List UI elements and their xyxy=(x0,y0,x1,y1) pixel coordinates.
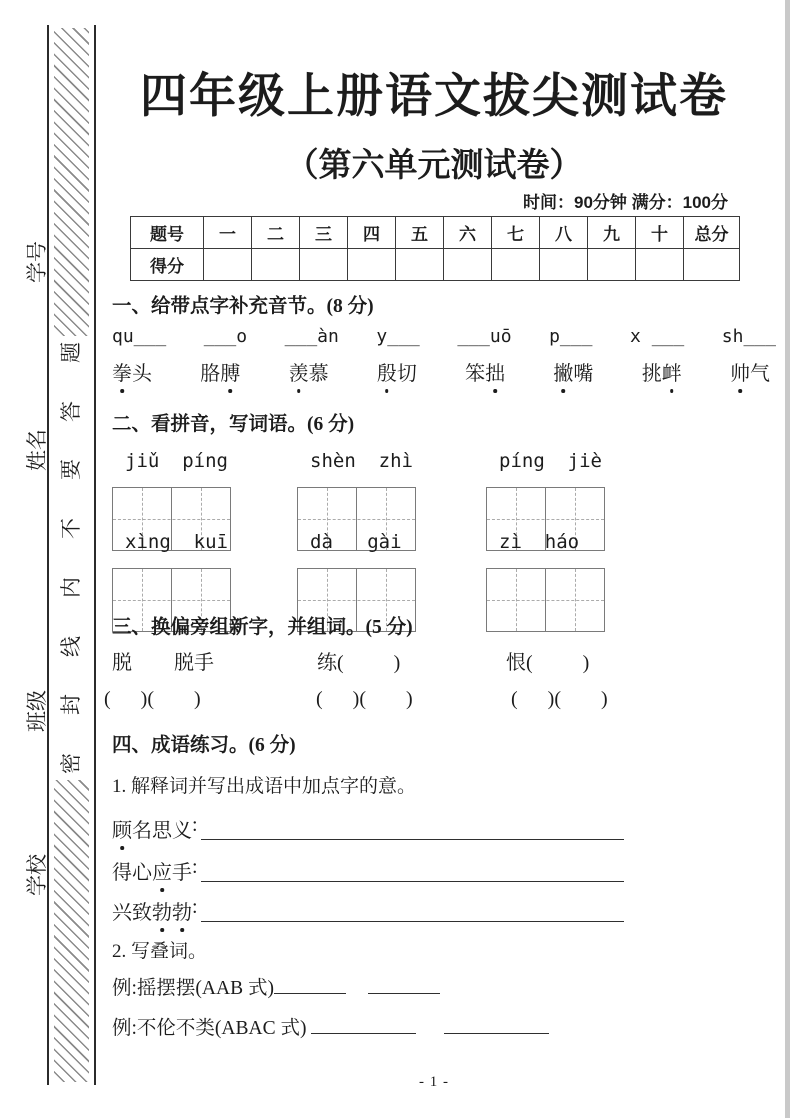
section-1-words xyxy=(112,357,770,386)
word-with-dot xyxy=(730,357,770,386)
dotted-char: 勃 xyxy=(172,896,192,925)
score-cell-empty[interactable] xyxy=(444,249,492,281)
dotted-char: 手 xyxy=(172,862,192,884)
grid-cell[interactable] xyxy=(545,569,604,631)
score-table-header-cell: 总分 xyxy=(684,217,740,249)
page-subtitle: （第六单元测试卷） xyxy=(285,146,583,184)
section-3-heading: 三、换偏旁组新字，并组词。(5 分) xyxy=(112,617,413,638)
example-line xyxy=(112,1012,549,1040)
write-grid-group xyxy=(486,529,605,632)
margin-field-blank-line[interactable] xyxy=(25,329,49,429)
dotted-char: 切 xyxy=(396,363,417,385)
dotted-char: 思 xyxy=(152,820,172,842)
margin-field-label: 姓名 xyxy=(25,429,49,471)
seal-text-char: 线 xyxy=(59,635,83,657)
colon: : xyxy=(192,856,198,878)
score-cell-empty[interactable] xyxy=(588,249,636,281)
seal-text-char: 不 xyxy=(59,518,83,540)
dotted-char: 气 xyxy=(749,363,770,385)
seal-text-char: 内 xyxy=(59,576,83,598)
score-table-header-cell: 四 xyxy=(348,217,396,249)
margin-field-label: 学校 xyxy=(25,854,49,896)
example-line xyxy=(112,972,440,1000)
colon: : xyxy=(192,814,198,836)
pinyin-blank[interactable]: ___o xyxy=(203,326,248,347)
score-cell-empty[interactable] xyxy=(348,249,396,281)
section-4-heading: 四、成语练习。(6 分) xyxy=(112,735,296,756)
margin-field-blank-line[interactable] xyxy=(25,576,49,690)
pinyin-blank[interactable]: ___uō xyxy=(457,326,512,347)
score-row-label: 得分 xyxy=(131,249,204,281)
dotted-char: 挑 xyxy=(641,363,662,385)
answer-blank[interactable] xyxy=(444,1013,549,1034)
score-table-corner-cell: 题号 xyxy=(131,217,204,249)
char-change-item[interactable]: 恨( ) xyxy=(506,652,590,674)
score-table-header-cell: 六 xyxy=(444,217,492,249)
dotted-char: 兴 xyxy=(112,902,132,924)
score-table-header-cell: 三 xyxy=(300,217,348,249)
dotted-char: 义 xyxy=(172,820,192,842)
dotted-char: 撇 xyxy=(553,357,573,386)
score-cell-empty[interactable] xyxy=(204,249,252,281)
example-label: 例:摇摆摆(AAB 式) xyxy=(112,978,274,999)
idiom-line xyxy=(112,896,624,925)
dotted-char: 顾 xyxy=(112,814,132,843)
pinyin-blank[interactable]: x ___ xyxy=(630,326,685,347)
score-cell-empty[interactable] xyxy=(300,249,348,281)
score-cell-empty[interactable] xyxy=(636,249,684,281)
time-score-info: 时间：90分钟 满分：100分 xyxy=(523,193,728,212)
section-4-item-1: 1. 解释词并写出成语中加点字的意。 xyxy=(112,776,417,797)
score-table-header-cell: 七 xyxy=(492,217,540,249)
page-title: 四年级上册语文拔尖测试卷 xyxy=(140,69,728,123)
pinyin-blank[interactable]: sh___ xyxy=(721,326,776,347)
seal-band xyxy=(47,25,96,1085)
word-with-dot xyxy=(553,357,593,386)
dotted-char: 名 xyxy=(132,820,152,842)
dotted-char: 膊 xyxy=(220,357,240,386)
answer-blank[interactable] xyxy=(368,973,440,994)
dotted-char: 胳 xyxy=(200,363,221,385)
score-table-header-cell: 五 xyxy=(396,217,444,249)
idiom-word xyxy=(112,856,192,885)
pinyin-blank[interactable]: qu___ xyxy=(112,326,167,347)
score-table-header-cell: 二 xyxy=(252,217,300,249)
word-with-dot xyxy=(377,357,417,386)
dotted-char: 嘴 xyxy=(573,363,594,385)
margin-field-blank-line[interactable] xyxy=(25,139,49,241)
margin-field-label: 学号 xyxy=(25,241,49,283)
word-with-dot xyxy=(465,357,505,386)
pinyin-label: xìng kuī xyxy=(125,531,228,553)
score-table-header-cell: 九 xyxy=(588,217,636,249)
section-1-pinyin-blanks xyxy=(112,326,776,347)
seal-text-char: 封 xyxy=(59,694,83,716)
answer-blank[interactable] xyxy=(311,1013,416,1034)
section-1-heading: 一、给带点字补充音节。(8 分) xyxy=(112,296,374,317)
dotted-char: 帅 xyxy=(730,357,750,386)
dotted-char: 头 xyxy=(132,363,152,385)
dotted-char: 殷 xyxy=(377,357,397,386)
dotted-char: 得 xyxy=(112,862,132,884)
paren-blank-group[interactable]: ( )( ) xyxy=(104,688,201,710)
dotted-char: 羡 xyxy=(289,357,309,386)
idiom-line xyxy=(112,856,624,885)
margin-field-name[interactable] xyxy=(23,321,49,471)
score-cell-empty[interactable] xyxy=(684,249,740,281)
pinyin-label: zì háo xyxy=(499,531,580,553)
hatch-pattern-top xyxy=(54,28,89,336)
score-cell-empty[interactable] xyxy=(540,249,588,281)
example-label: 例:不伦不类(ABAC 式) xyxy=(112,1018,312,1039)
char-change-item[interactable]: 练( ) xyxy=(317,652,401,674)
dotted-char: 笨 xyxy=(465,363,486,385)
answer-line[interactable] xyxy=(201,814,624,840)
score-table xyxy=(130,216,740,281)
seal-text-char: 题 xyxy=(59,342,83,363)
score-table-header-cell: 一 xyxy=(204,217,252,249)
seal-text-char: 要 xyxy=(59,459,83,481)
dotted-char: 勃 xyxy=(152,896,172,925)
answer-line[interactable] xyxy=(201,896,624,922)
margin-field-label: 班级 xyxy=(25,690,49,732)
word-with-dot xyxy=(200,357,240,386)
score-table-header-cell: 八 xyxy=(540,217,588,249)
answer-blank[interactable] xyxy=(274,973,346,994)
seal-warning-text xyxy=(49,336,94,780)
section-4-item-2: 2. 写叠词。 xyxy=(112,941,208,962)
dotted-char: 拙 xyxy=(485,357,505,386)
margin-field-blank-line[interactable] xyxy=(25,756,49,854)
word-with-dot xyxy=(289,357,329,386)
pinyin-blank[interactable]: ___àn xyxy=(284,326,339,347)
grid-cell[interactable] xyxy=(487,569,545,631)
word-with-dot xyxy=(112,357,152,386)
hatch-pattern-bottom xyxy=(54,780,89,1082)
dotted-char: 衅 xyxy=(662,357,682,386)
paren-blank-group[interactable]: ( )( ) xyxy=(511,688,608,710)
pinyin-blank[interactable]: y___ xyxy=(376,326,420,347)
margin-field-class[interactable] xyxy=(23,568,49,732)
margin-field-student-id[interactable] xyxy=(23,131,49,283)
margin-field-school[interactable] xyxy=(23,748,49,896)
pinyin-label: shèn zhì xyxy=(310,450,413,472)
score-cell-empty[interactable] xyxy=(252,249,300,281)
idiom-word xyxy=(112,896,192,925)
pinyin-label: jiǔ píng xyxy=(125,450,228,472)
score-table-header-cell: 十 xyxy=(636,217,684,249)
answer-line[interactable] xyxy=(201,856,624,882)
char-change-item: 脱 xyxy=(112,652,132,674)
dotted-char: 应 xyxy=(152,856,172,885)
word-with-dot xyxy=(642,357,682,386)
idiom-line xyxy=(112,814,624,843)
page-right-edge xyxy=(785,0,790,1118)
pinyin-blank[interactable]: p___ xyxy=(549,326,593,347)
pinyin-label: píng jiè xyxy=(499,450,602,472)
dotted-char: 慕 xyxy=(308,363,329,385)
char-change-item: 脱手 xyxy=(174,652,214,674)
dotted-char: 心 xyxy=(132,862,152,884)
score-cell-empty[interactable] xyxy=(396,249,444,281)
seal-text-char: 答 xyxy=(59,400,83,422)
paren-blank-group[interactable]: ( )( ) xyxy=(316,688,413,710)
colon: : xyxy=(192,896,198,918)
dotted-char: 拳 xyxy=(112,357,132,386)
seal-text-char: 密 xyxy=(59,752,83,774)
dotted-char: 致 xyxy=(132,902,152,924)
idiom-word xyxy=(112,814,192,843)
write-grid[interactable] xyxy=(486,568,605,632)
pinyin-label: dà gài xyxy=(310,531,402,553)
section-2-heading: 二、看拼音，写词语。(6 分) xyxy=(112,414,355,435)
page-number: - 1 - xyxy=(419,1074,449,1090)
score-cell-empty[interactable] xyxy=(492,249,540,281)
